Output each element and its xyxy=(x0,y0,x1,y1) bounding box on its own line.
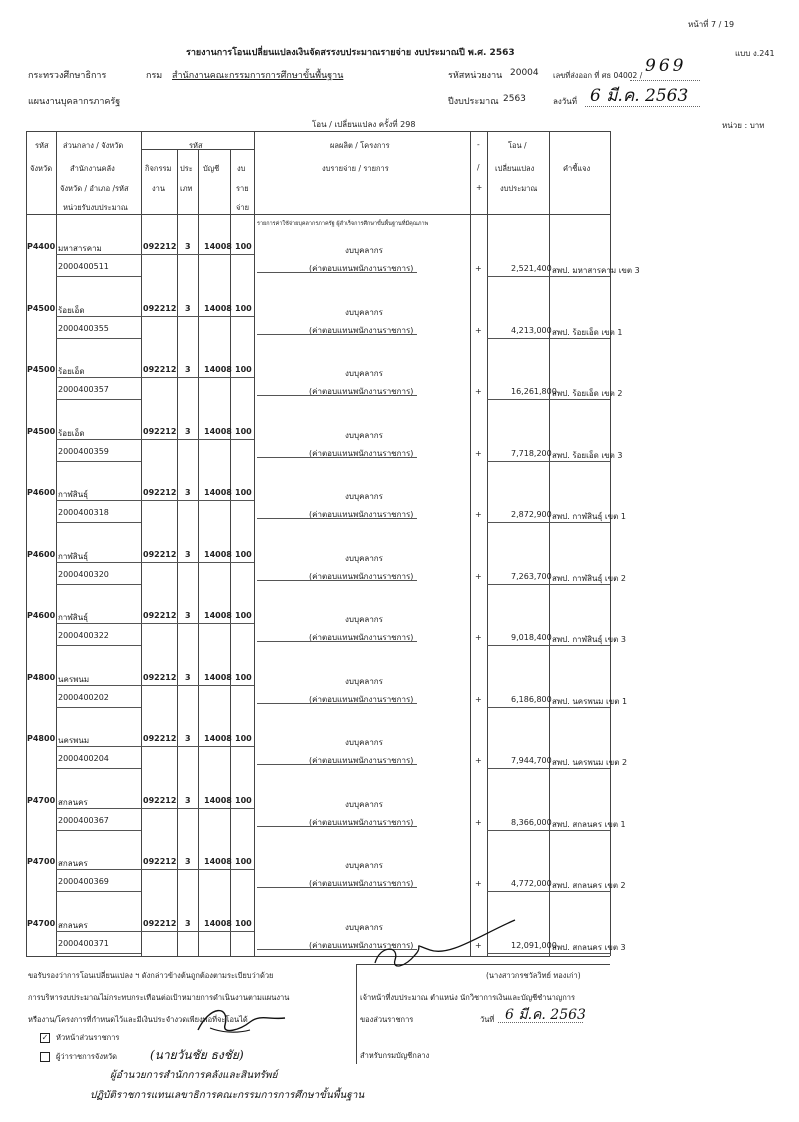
note-cell: สพป. มหาสารคาม เขต 3 xyxy=(552,266,640,275)
signer-position-1: ผู้อำนวยการสำนักการคลังและสินทรัพย์ xyxy=(110,1070,278,1081)
row-underline xyxy=(56,645,141,646)
province-code-cell: P4700 xyxy=(27,918,56,928)
sign-cell: + xyxy=(475,940,482,950)
row-underline xyxy=(56,461,141,462)
cert-line-2: การบริหารงบประมาณไม่กระทบกระเทือนต่อเป้าหมายการดำเนินงานตามแผนงาน xyxy=(28,993,290,1002)
row-underline xyxy=(141,623,254,624)
row-underline xyxy=(141,869,254,870)
note-cell: สพป. ร้อยเอ็ด เขต 3 xyxy=(552,450,623,460)
item-cell: (ค่าตอบแทนพนักงานราชการ) xyxy=(309,325,414,335)
agency-code-label: รหัสหน่วยงาน xyxy=(448,71,503,81)
budget-type-cell: งบบุคลากร xyxy=(345,738,383,747)
hdr-exp-1: งบ xyxy=(237,164,246,173)
agency-code: 20004 xyxy=(510,68,539,78)
type-code-cell: 3 xyxy=(185,488,191,497)
unit-code-cell: 2000400318 xyxy=(58,508,109,517)
sign-cell: + xyxy=(475,448,482,458)
hdr-unit-2: สำนักงานคลัง xyxy=(70,164,115,173)
row-underline xyxy=(56,953,141,954)
cert-line-3: หรืองาน/โครงการที่กำหนดไว้และมีเงินประจำงวดเพียงพอที่จะโอนได้ xyxy=(28,1015,248,1024)
item-cell: (ค่าตอบแทนพนักงานราชการ) xyxy=(309,756,414,765)
budget-type-cell: งบบุคลากร xyxy=(345,430,383,440)
province-code-cell: P4700 xyxy=(27,795,56,805)
activity-code-cell: 092212 xyxy=(143,488,177,497)
officer-name: (นางสาวกรชวัลวิทย์ ทองเก่า) xyxy=(486,971,581,980)
row-underline xyxy=(56,584,141,585)
budget-type-cell: งบบุคลากร xyxy=(345,553,383,563)
amount-cell: 2,872,900 xyxy=(511,510,552,519)
area-name-cell: สกลนคร xyxy=(58,797,88,807)
hdr-sign-2: / xyxy=(477,163,480,172)
unit-code-cell: 2000400357 xyxy=(58,385,109,394)
row-underline xyxy=(487,830,610,831)
footer-vertical xyxy=(356,964,357,1064)
fiscal-year: 2563 xyxy=(503,94,526,104)
row-underline xyxy=(56,316,141,317)
table-row xyxy=(26,419,623,483)
account-code-cell: 14008 xyxy=(204,242,232,251)
area-name-cell: สกลนคร xyxy=(58,920,88,930)
row-underline xyxy=(56,500,141,501)
table-row xyxy=(26,726,628,790)
type-code-cell: 3 xyxy=(185,611,191,620)
fiscal-year-label: ปีงบประมาณ xyxy=(448,97,499,107)
amount-cell: 9,018,400 xyxy=(511,633,552,642)
account-code-cell: 14008 xyxy=(204,795,232,805)
table-row xyxy=(26,665,628,729)
ministry-label: กระทรวงศึกษาธิการ xyxy=(28,71,107,81)
row-underline xyxy=(141,316,254,317)
item-cell: (ค่าตอบแทนพนักงานราชการ) xyxy=(309,633,414,642)
row-underline xyxy=(141,931,254,932)
type-code-cell: 3 xyxy=(185,549,191,559)
date-value: 6 มี.ค. 2563 xyxy=(590,86,689,106)
hdr-sign-1: - xyxy=(477,140,480,149)
activity-code-cell: 092212 xyxy=(143,672,177,682)
row-underline xyxy=(487,768,610,769)
activity-code-cell: 092212 xyxy=(143,918,177,928)
budget-type-cell: งบบุคลากร xyxy=(345,615,383,624)
row-underline xyxy=(56,338,141,339)
type-code-cell: 3 xyxy=(185,426,191,436)
row-underline xyxy=(56,522,141,523)
budget-type-cell: งบบุคลากร xyxy=(345,922,383,932)
province-code-cell: P4800 xyxy=(27,672,56,682)
hdr-act-1: กิจกรรม xyxy=(145,164,172,173)
sign-cell: + xyxy=(475,264,482,273)
expense-code-cell: 100 xyxy=(235,488,252,497)
table-row xyxy=(26,849,626,913)
table-row xyxy=(26,788,626,852)
province-code-cell: P4600 xyxy=(27,549,56,559)
row-underline xyxy=(257,580,417,581)
item-cell: (ค่าตอบแทนพนักงานราชการ) xyxy=(309,448,414,458)
province-code-cell: P4600 xyxy=(27,488,56,497)
cert-line-1: ขอรับรองว่าการโอนเปลี่ยนแปลง ฯ ดังกล่าวข้างต้นถูกต้องตามระเบียบว่าด้วย xyxy=(28,971,274,980)
form-code: แบบ ง.241 xyxy=(735,49,775,58)
activity-code-cell: 092212 xyxy=(143,795,177,805)
province-code-cell: P4400 xyxy=(27,242,56,251)
row-underline xyxy=(487,522,610,523)
hdr-amount-2: เปลี่ยนแปลง xyxy=(495,164,535,173)
budget-type-cell: งบบุคลากร xyxy=(345,799,383,809)
expense-code-cell: 100 xyxy=(235,365,252,374)
sign-cell: + xyxy=(475,879,482,888)
activity-code-cell: 092212 xyxy=(143,242,177,251)
province-code-cell: P4500 xyxy=(27,426,56,436)
date-line xyxy=(585,106,700,107)
amount-cell: 7,944,700 xyxy=(511,756,552,765)
row-underline xyxy=(257,887,417,888)
unit-code-cell: 2000400355 xyxy=(58,323,109,333)
row-underline xyxy=(56,707,141,708)
amount-cell: 4,213,000 xyxy=(511,325,552,335)
row-underline xyxy=(487,891,610,892)
area-name-cell: สกลนคร xyxy=(58,859,88,868)
type-code-cell: 3 xyxy=(185,242,191,251)
hdr-prov-2: จังหวัด xyxy=(30,164,53,173)
account-code-cell: 14008 xyxy=(204,857,232,866)
hdr-unit-4: หน่วยรับงบประมาณ xyxy=(63,203,128,212)
account-code-cell: 14008 xyxy=(204,918,232,928)
doc-no: 969 xyxy=(645,56,687,76)
hdr-sign-3: + xyxy=(476,183,483,192)
account-code-cell: 14008 xyxy=(204,549,232,559)
checkbox-head-of-agency-label: หัวหน้าส่วนราชการ xyxy=(56,1033,120,1042)
date-label: ลงวันที่ xyxy=(553,97,578,106)
note-cell: สพป. สกลนคร เขต 1 xyxy=(552,819,626,829)
transfer-number: โอน / เปลี่ยนแปลง ครั้งที่ 298 xyxy=(312,120,416,129)
item-cell: (ค่าตอบแทนพนักงานราชการ) xyxy=(309,694,414,704)
account-code-cell: 14008 xyxy=(204,734,232,743)
officer-date-label: วันที่ xyxy=(480,1015,495,1024)
expense-code-cell: 100 xyxy=(235,303,252,313)
note-cell: สพป. สกลนคร เขต 2 xyxy=(552,881,626,890)
table-row xyxy=(26,603,626,667)
expense-code-cell: 100 xyxy=(235,672,252,682)
comptroller-label: สำหรับกรมบัญชีกลาง xyxy=(360,1051,430,1060)
row-underline xyxy=(56,746,141,747)
table-row xyxy=(26,234,640,298)
hdr-acct: บัญชี xyxy=(203,164,220,173)
activity-code-cell: 092212 xyxy=(143,549,177,559)
expense-code-cell: 100 xyxy=(235,611,252,620)
row-underline xyxy=(141,439,254,440)
amount-cell: 12,091,000 xyxy=(511,940,557,950)
note-cell: สพป. สกลนคร เขต 3 xyxy=(552,942,626,952)
col-line-10 xyxy=(610,131,611,956)
row-underline xyxy=(257,764,417,765)
hdr-unit-3: จังหวัด / อำเภอ /รหัส xyxy=(60,184,129,193)
account-code-cell: 14008 xyxy=(204,672,232,682)
row-underline xyxy=(141,685,254,686)
item-cell: (ค่าตอบแทนพนักงานราชการ) xyxy=(309,817,414,827)
row-underline xyxy=(487,645,610,646)
note-cell: สพป. กาฬสินธุ์ เขต 3 xyxy=(552,635,626,644)
row-underline xyxy=(56,869,141,870)
account-code-cell: 14008 xyxy=(204,426,232,436)
account-code-cell: 14008 xyxy=(204,488,232,497)
expense-code-cell: 100 xyxy=(235,734,252,743)
area-name-cell: กาฬสินธุ์ xyxy=(58,490,89,499)
row-underline xyxy=(56,399,141,400)
type-code-cell: 3 xyxy=(185,365,191,374)
doc-no-line xyxy=(630,80,700,81)
unit-code-cell: 2000400202 xyxy=(58,692,109,702)
item-cell: (ค่าตอบแทนพนักงานราชการ) xyxy=(309,879,414,888)
activity-code-cell: 092212 xyxy=(143,426,177,436)
sign-cell: + xyxy=(475,325,482,335)
row-underline xyxy=(257,457,417,458)
province-code-cell: P4500 xyxy=(27,303,56,313)
sign-cell: + xyxy=(475,756,482,765)
row-underline xyxy=(487,276,610,277)
table-row xyxy=(26,480,626,544)
hdr-type-2: เภท xyxy=(180,184,193,193)
hdr-act-2: งาน xyxy=(152,184,166,193)
note-cell: สพป. นครพนม เขต 1 xyxy=(552,696,628,706)
note-cell: สพป. กาฬสินธุ์ เขต 2 xyxy=(552,573,626,583)
header-bottom-border xyxy=(26,214,610,215)
row-underline xyxy=(141,746,254,747)
row-underline xyxy=(56,562,141,563)
area-name-cell: ร้อยเอ็ด xyxy=(58,367,85,376)
unit-code-cell: 2000400367 xyxy=(58,815,109,825)
right-signature-icon xyxy=(370,915,520,975)
activity-code-cell: 092212 xyxy=(143,303,177,313)
area-name-cell: นครพนม xyxy=(58,736,90,745)
checkbox-governor-label: ผู้ว่าราชการจังหวัด xyxy=(56,1052,118,1061)
plan-name: แผนงานบุคลากรภาครัฐ xyxy=(28,97,121,107)
hdr-code-group: รหัส xyxy=(189,141,203,150)
type-code-cell: 3 xyxy=(185,795,191,805)
expense-code-cell: 100 xyxy=(235,795,252,805)
province-code-cell: P4700 xyxy=(27,857,56,866)
row-underline xyxy=(141,500,254,501)
row-underline xyxy=(257,518,417,519)
row-underline xyxy=(56,891,141,892)
expense-code-cell: 100 xyxy=(235,918,252,928)
row-underline xyxy=(141,562,254,563)
item-cell: (ค่าตอบแทนพนักงานราชการ) xyxy=(309,264,414,273)
dept-label: กรม xyxy=(146,71,163,81)
note-cell: สพป. กาฬสินธุ์ เขต 1 xyxy=(552,512,626,521)
amount-cell: 4,772,000 xyxy=(511,879,552,888)
hdr-program-1: ผลผลิต / โครงการ xyxy=(330,141,390,150)
row-underline xyxy=(56,623,141,624)
province-code-cell: P4500 xyxy=(27,365,56,374)
item-cell: (ค่าตอบแทนพนักงานราชการ) xyxy=(309,940,414,950)
row-underline xyxy=(487,399,610,400)
budget-type-cell: งบบุคลากร xyxy=(345,676,383,686)
unit-code-cell: 2000400204 xyxy=(58,754,109,763)
amount-cell: 16,261,800 xyxy=(511,387,557,396)
report-title: รายงานการโอนเปลี่ยนแปลงเงินจัดสรรงบประมาณรายจ่าย งบประมาณปี พ.ศ. 2563 xyxy=(186,48,515,58)
officer-date-line xyxy=(498,1022,583,1023)
doc-no-label: เลขที่ส่งออก ที่ ศธ 04002 / xyxy=(553,71,643,80)
officer-agency-label: ของส่วนราชการ xyxy=(360,1015,414,1024)
hdr-amount-3: งบประมาณ xyxy=(500,184,538,193)
checkbox-governor[interactable] xyxy=(40,1051,117,1063)
budget-type-cell: งบบุคลากร xyxy=(345,861,383,870)
checkbox-head-of-agency[interactable] xyxy=(40,1032,119,1044)
area-name-cell: นครพนม xyxy=(58,674,90,684)
unit-code-cell: 2000400369 xyxy=(58,877,109,886)
row-underline xyxy=(487,707,610,708)
hdr-exp-3: จ่าย xyxy=(236,203,250,212)
budget-type-cell: งบบุคลากร xyxy=(345,246,383,255)
row-underline xyxy=(141,808,254,809)
unit-code-cell: 2000400359 xyxy=(58,446,109,456)
budget-type-cell: งบบุคลากร xyxy=(345,492,383,501)
note-cell: สพป. นครพนม เขต 2 xyxy=(552,758,628,767)
table-top-border xyxy=(26,131,610,132)
row-underline xyxy=(56,931,141,932)
dept-name: สำนักงานคณะกรรมการการศึกษาขั้นพื้นฐาน xyxy=(172,71,344,81)
table-row xyxy=(26,542,626,606)
hdr-prov-1: รหัส xyxy=(35,141,49,150)
activity-code-cell: 092212 xyxy=(143,857,177,866)
row-underline xyxy=(257,703,417,704)
note-cell: สพป. ร้อยเอ็ด เขต 1 xyxy=(552,327,623,337)
row-underline xyxy=(487,461,610,462)
area-name-cell: กาฬสินธุ์ xyxy=(58,551,89,561)
type-code-cell: 3 xyxy=(185,918,191,928)
activity-code-cell: 092212 xyxy=(143,734,177,743)
officer-position: เจ้าหน้าที่งบประมาณ ตำแหน่ง นักวิชาการเงินและบัญชีชำนาญการ xyxy=(360,993,575,1002)
officer-date: 6 มี.ค. 2563 xyxy=(505,1007,586,1023)
area-name-cell: ร้อยเอ็ด xyxy=(58,305,85,315)
row-underline xyxy=(56,377,141,378)
budget-type-cell: งบบุคลากร xyxy=(345,369,383,378)
expense-code-cell: 100 xyxy=(235,549,252,559)
intro-text: รายการค่าใช้จ่ายบุคลากรภาครัฐ ผู้สำเร็จการศึกษาขั้นพื้นฐานที่มีคุณภาพ xyxy=(257,221,429,227)
type-code-cell: 3 xyxy=(185,734,191,743)
account-code-cell: 14008 xyxy=(204,365,232,374)
row-underline xyxy=(257,272,417,273)
type-code-cell: 3 xyxy=(185,672,191,682)
hdr-program-2: งบรายจ่าย / รายการ xyxy=(322,164,389,173)
left-signature-icon xyxy=(190,1000,300,1040)
type-code-cell: 3 xyxy=(185,303,191,313)
expense-code-cell: 100 xyxy=(235,242,252,251)
activity-code-cell: 092212 xyxy=(143,611,177,620)
sign-cell: + xyxy=(475,387,482,396)
table-row xyxy=(26,357,623,421)
hdr-type-1: ประ xyxy=(180,164,193,173)
area-name-cell: กาฬสินธุ์ xyxy=(58,613,89,622)
budget-type-cell: งบบุคลากร xyxy=(345,307,383,317)
sign-cell: + xyxy=(475,571,482,581)
unit-code-cell: 2000400511 xyxy=(58,262,109,271)
row-underline xyxy=(56,276,141,277)
sign-cell: + xyxy=(475,817,482,827)
row-underline xyxy=(487,584,610,585)
row-underline xyxy=(257,826,417,827)
row-underline xyxy=(141,254,254,255)
province-code-cell: P4600 xyxy=(27,611,56,620)
table-row xyxy=(26,296,623,360)
sign-cell: + xyxy=(475,694,482,704)
hdr-note: คำชี้แจง xyxy=(563,164,591,173)
row-underline xyxy=(257,641,417,642)
row-underline xyxy=(487,338,610,339)
empty-checkbox-icon xyxy=(40,1052,50,1062)
row-underline xyxy=(257,395,417,396)
amount-cell: 7,718,200 xyxy=(511,448,552,458)
signer-position-2: ปฏิบัติราชการแทนเลขาธิการคณะกรรมการการศึกษาขั้นพื้นฐาน xyxy=(90,1090,365,1101)
activity-code-cell: 092212 xyxy=(143,365,177,374)
expense-code-cell: 100 xyxy=(235,857,252,866)
row-underline xyxy=(56,439,141,440)
amount-cell: 6,186,800 xyxy=(511,694,552,704)
hdr-exp-2: ราย xyxy=(236,184,249,193)
row-underline xyxy=(56,254,141,255)
area-name-cell: มหาสารคาม xyxy=(58,244,102,253)
row-underline xyxy=(56,830,141,831)
row-underline xyxy=(257,334,417,335)
unit-label: หน่วย : บาท xyxy=(722,121,765,130)
account-code-cell: 14008 xyxy=(204,303,232,313)
amount-cell: 7,263,700 xyxy=(511,571,552,581)
row-underline xyxy=(56,685,141,686)
row-underline xyxy=(56,808,141,809)
unit-code-cell: 2000400320 xyxy=(58,569,109,579)
account-code-cell: 14008 xyxy=(204,611,232,620)
page-number: หน้าที่ 7 / 19 xyxy=(688,20,735,29)
check-mark-icon: ✓ xyxy=(41,1033,49,1042)
hdr-unit-1: ส่วนกลาง / จังหวัด xyxy=(63,141,124,150)
sign-cell: + xyxy=(475,510,482,519)
item-cell: (ค่าตอบแทนพนักงานราชการ) xyxy=(309,571,414,581)
province-code-cell: P4800 xyxy=(27,734,56,743)
area-name-cell: ร้อยเอ็ด xyxy=(58,428,85,438)
unit-code-cell: 2000400371 xyxy=(58,938,109,948)
row-underline xyxy=(141,377,254,378)
unit-code-cell: 2000400322 xyxy=(58,631,109,640)
row-underline xyxy=(56,768,141,769)
expense-code-cell: 100 xyxy=(235,426,252,436)
amount-cell: 2,521,400 xyxy=(511,264,552,273)
signer-name: (นายวันชัย ธงชัย) xyxy=(150,1048,244,1062)
item-cell: (ค่าตอบแทนพนักงานราชการ) xyxy=(309,510,414,519)
hdr-amount-1: โอน / xyxy=(508,141,527,150)
sign-cell: + xyxy=(475,633,482,642)
amount-cell: 8,366,000 xyxy=(511,817,552,827)
note-cell: สพป. ร้อยเอ็ด เขต 2 xyxy=(552,389,623,398)
item-cell: (ค่าตอบแทนพนักงานราชการ) xyxy=(309,387,414,396)
type-code-cell: 3 xyxy=(185,857,191,866)
